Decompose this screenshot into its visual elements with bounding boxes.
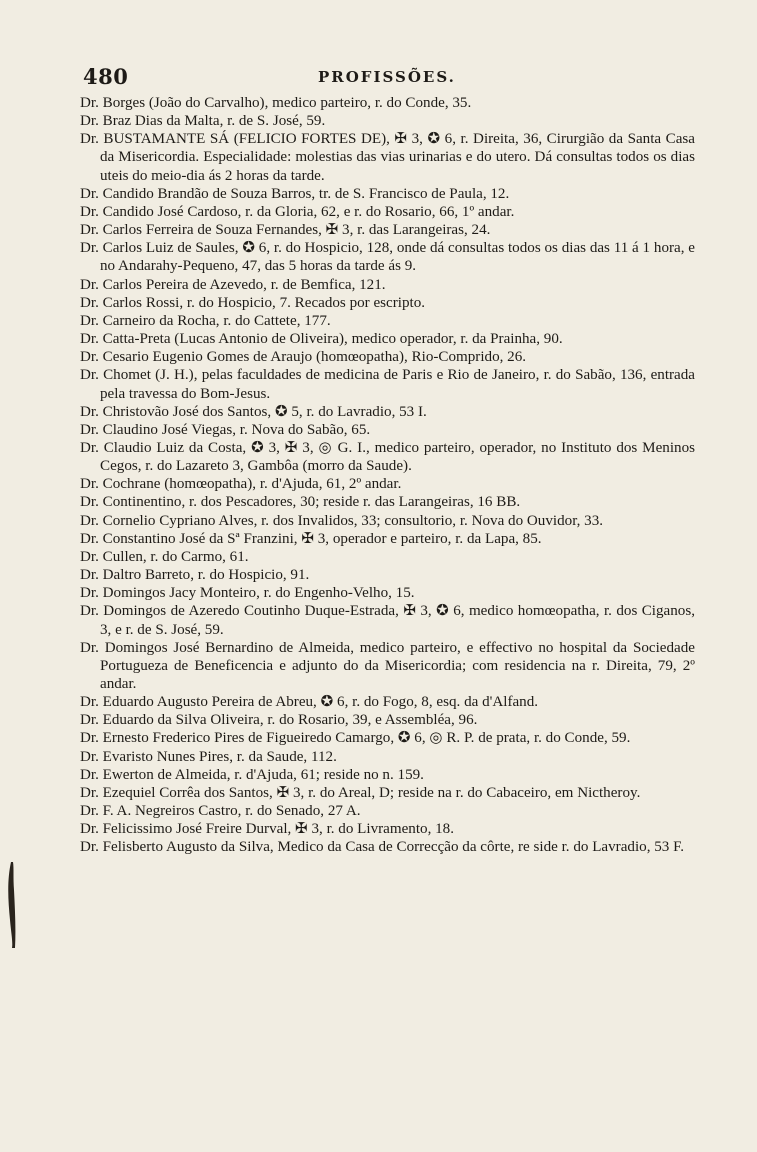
list-item: Dr. Eduardo Augusto Pereira de Abreu, ✪ 6, r. do Fogo, 8, esq. da d'Alfand. <box>80 694 539 711</box>
list-item: Dr. Ernesto Frederico Pires de Figueiredo Camargo, ✪ 6, ◎ R. P. de prata, r. do Conde, 59. <box>80 730 631 747</box>
page-title: PROFISSÕES. <box>318 68 456 86</box>
list-item: Dr. Borges (João do Carvalho), medico parteiro, r. do Conde, 35. <box>80 95 472 111</box>
list-item: Dr. Daltro Barreto, r. do Hospicio, 91. <box>80 567 310 584</box>
page-header <box>83 64 693 88</box>
list-item: Dr. Cesario Eugenio Gomes de Araujo (homœopatha), Rio-Comprido, 26. <box>80 349 527 366</box>
list-item: Dr. Cornelio Cypriano Alves, r. dos Invalidos, 33; consultorio, r. Nova do Ouvidor, 33. <box>80 512 604 529</box>
list-item: Dr. BUSTAMANTE SÁ (FELICIO FORTES DE), ✠ 3, ✪ 6, r. Direita, 36, Cirurgião da Santa Casa da Misericordia. Especialidade: molestias das vias urinarias e do utero. Dá consultas todos os dias uteis do meio-dia ás 2 horas da tarde. <box>80 131 695 184</box>
list-item: Dr. Candido Brandão de Souza Barros, tr. de S. Francisco de Paula, 12. <box>80 185 510 202</box>
list-item: Dr. Braz Dias da Malta, r. de S. José, 59. <box>80 113 326 130</box>
list-item: Dr. Ezequiel Corrêa dos Santos, ✠ 3, r. do Areal, D; reside na r. do Cabaceiro, em Nictheroy. <box>80 784 641 801</box>
list-item: Dr. Eduardo da Silva Oliveira, r. do Rosario, 39, e Assembléa, 96. <box>80 712 478 729</box>
list-item: Dr. Candido José Cardoso, r. da Gloria, 62, e r. do Rosario, 66, 1º andar. <box>80 203 515 220</box>
binding-mark <box>4 860 18 950</box>
list-item: Dr. Ewerton de Almeida, r. d'Ajuda, 61; reside no n. 159. <box>80 766 424 783</box>
list-item: Dr. Claudino José Viegas, r. Nova do Sabão, 65. <box>80 421 371 438</box>
list-item: Dr. Evaristo Nunes Pires, r. da Saude, 112. <box>80 748 337 765</box>
list-item: Dr. Catta-Preta (Lucas Antonio de Oliveira), medico operador, r. da Prainha, 90. <box>80 331 563 348</box>
list-item: Dr. Carlos Pereira de Azevedo, r. de Bemfica, 121. <box>80 276 386 293</box>
list-item: Dr. Carlos Luiz de Saules, ✪ 6, r. do Hospicio, 128, onde dá consultas todos os dias das 11 á 1 hora, e no Andarahy-Pequeno, 47, das 5 horas da tarde ás 9. <box>80 240 695 275</box>
list-item: Dr. Carlos Rossi, r. do Hospicio, 7. Recados por escripto. <box>80 294 426 311</box>
list-item: Dr. F. A. Negreiros Castro, r. do Senado, 27 A. <box>80 803 361 820</box>
directory-list <box>80 94 695 857</box>
list-item: Dr. Cochrane (homœopatha), r. d'Ajuda, 61, 2º andar. <box>80 476 402 493</box>
list-item: Dr. Felisberto Augusto da Silva, Medico da Casa de Correcção da côrte, re side r. do Lavradio, 53 F. <box>80 839 685 856</box>
list-item: Dr. Continentino, r. dos Pescadores, 30; reside r. das Larangeiras, 16 BB. <box>80 494 521 511</box>
list-item: Dr. Claudio Luiz da Costa, ✪ 3, ✠ 3, ◎ G. I., medico parteiro, operador, no Instituto dos Meninos Cegos, r. do Lazareto 3, Gambôa (morro da Saude). <box>80 439 695 475</box>
list-item: Dr. Cullen, r. do Carmo, 61. <box>80 548 249 565</box>
list-item: Dr. Carlos Ferreira de Souza Fernandes, ✠ 3, r. das Larangeiras, 24. <box>80 222 491 239</box>
page-number: 480 <box>83 64 129 89</box>
list-item: Dr. Carneiro da Rocha, r. do Cattete, 177. <box>80 312 331 329</box>
list-item: Dr. Domingos José Bernardino de Almeida, medico parteiro, e effectivo no hospital da Sociedade Portugueza de Beneficencia e adjunto do da Misericordia; com residencia na r. Direita, 79, 2º andar. <box>80 639 695 692</box>
list-item: Dr. Domingos de Azeredo Coutinho Duque-Estrada, ✠ 3, ✪ 6, medico homœopatha, r. dos Ciganos, 3, e r. de S. José, 59. <box>80 603 695 638</box>
list-item: Dr. Felicissimo José Freire Durval, ✠ 3, r. do Livramento, 18. <box>80 821 455 838</box>
list-item: Dr. Constantino José da Sª Franzini, ✠ 3, operador e parteiro, r. da Lapa, 85. <box>80 530 542 547</box>
list-item: Dr. Chomet (J. H.), pelas faculdades de medicina de Paris e Rio de Janeiro, r. do Sabão, 136, entrada pela travessa do Bom-Jesus. <box>80 367 695 402</box>
list-item: Dr. Christovão José dos Santos, ✪ 5, r. do Lavradio, 53 I. <box>80 403 427 420</box>
list-item: Dr. Domingos Jacy Monteiro, r. do Engenho-Velho, 15. <box>80 585 415 602</box>
